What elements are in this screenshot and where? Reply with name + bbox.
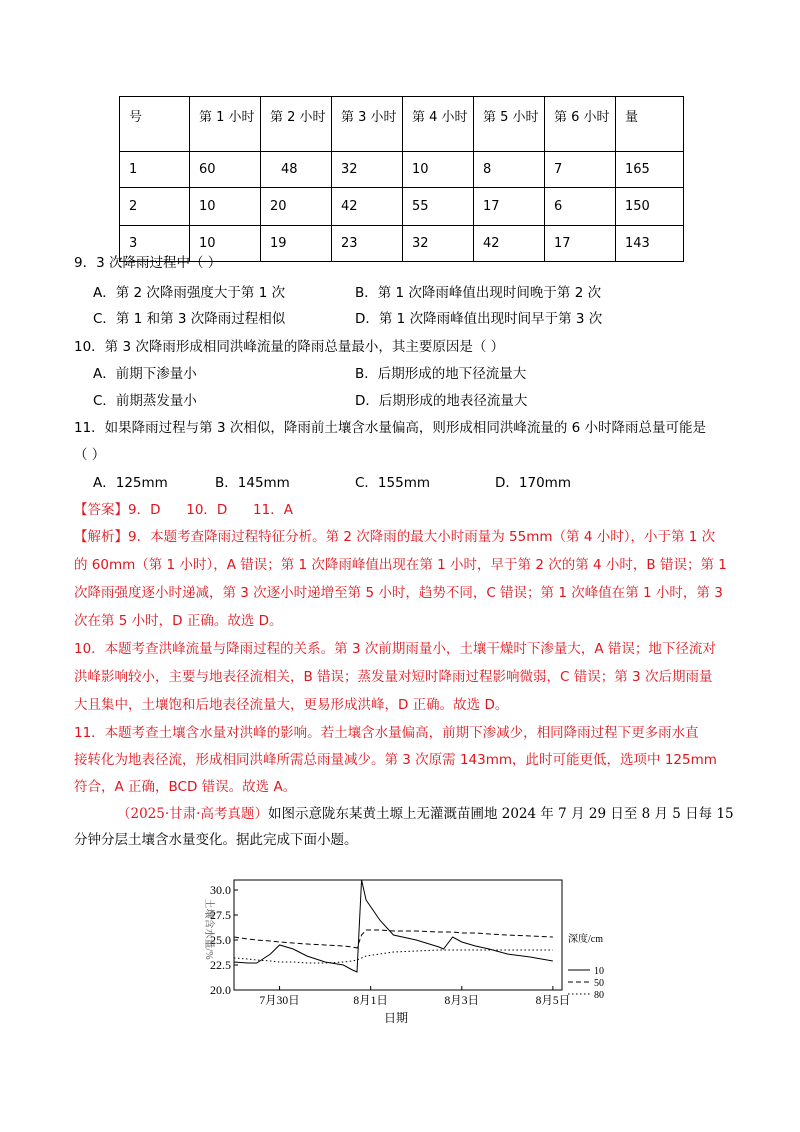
intro-line-1 — [117, 805, 734, 823]
q10-option-c: C．前期蒸发量小 — [93, 393, 197, 409]
table-cell: 17 — [474, 188, 545, 226]
q9-option-b: B．第 1 次降雨峰值出现时间晚于第 2 次 — [355, 285, 602, 301]
analysis-line: 【解析】9．本题考查降雨过程特征分析。第 2 次降雨的最大小时雨量为 55mm（第 4 小时），小于第 1 次 — [74, 529, 716, 545]
table-cell: 165 — [616, 152, 684, 188]
x-tick-label: 8月3日 — [444, 995, 480, 1007]
analysis-line: 次在第 5 小时，D 正确。故选 D。 — [74, 613, 283, 629]
table-cell: 23 — [332, 226, 403, 262]
table-cell: 7 — [545, 152, 616, 188]
intro-line-2: 分钟分层土壤含水量变化。据此完成下面小题。 — [74, 832, 358, 848]
answer-line: 【答案】9．D 10．D 11．A — [74, 502, 293, 518]
table-row — [120, 188, 684, 226]
table-header-cell: 量 — [616, 97, 684, 152]
source-tag: （2025·甘肃·高考真题） — [117, 806, 268, 822]
table-cell: 19 — [261, 226, 332, 262]
analysis-line: 接转化为地表径流，形成相同洪峰所需总雨量减少。第 3 次原需 143mm，此时可能更低，选项中 125mm — [74, 752, 717, 768]
legend-label: 80 — [594, 990, 604, 1001]
table-cell: 32 — [332, 152, 403, 188]
table-header-cell: 第 2 小时 — [261, 97, 332, 152]
table-cell: 17 — [545, 226, 616, 262]
table-cell: 20 — [261, 188, 332, 226]
x-tick-label: 8月5日 — [535, 995, 571, 1007]
table-cell: 42 — [474, 226, 545, 262]
table-header-cell: 第 6 小时 — [545, 97, 616, 152]
table-header-cell: 第 3 小时 — [332, 97, 403, 152]
soil-moisture-chart — [196, 872, 616, 1032]
series-line-10 — [234, 880, 553, 972]
analysis-line: 11．本题考查土壤含水量对洪峰的影响。若土壤含水量偏高，前期下渗减少，相同降雨过程下更多雨水直 — [74, 725, 699, 741]
legend-label: 10 — [594, 966, 604, 977]
y-tick-label: 30.0 — [210, 883, 231, 897]
table-row — [120, 152, 684, 188]
question-11-stem: 11．如果降雨过程与第 3 次相似，降雨前土壤含水量偏高，则形成相同洪峰流量的 6 小时降雨总量可能是 — [74, 420, 707, 436]
question-11-stem-cont: （ ） — [74, 447, 106, 463]
q11-option-a: A．125mm — [93, 475, 168, 491]
x-tick-label: 8月1日 — [353, 995, 388, 1007]
intro-text: 如图示意陇东某黄土塬上无灌溉苗圃地 2024 年 7 月 29 日至 8 月 5 日每 15 — [267, 806, 734, 822]
table-header-cell: 第 1 小时 — [190, 97, 261, 152]
legend-label: 50 — [594, 978, 604, 989]
analysis-line: 10．本题考查洪峰流量与降雨过程的关系。第 3 次前期雨量小，土壤干燥时下渗量大，A 错误；地下径流对 — [74, 641, 716, 657]
x-axis-label: 日期 — [383, 1011, 409, 1025]
table-cell: 48 — [261, 152, 332, 188]
table-header-cell: 第 4 小时 — [403, 97, 474, 152]
table-cell: 150 — [616, 188, 684, 226]
q10-option-a: A．前期下渗量小 — [93, 366, 197, 382]
analysis-line: 次降雨强度逐小时递减，第 3 次逐小时递增至第 5 小时，趋势不同，C 错误；第 1 次峰值在第 1 小时，第 3 — [74, 585, 723, 601]
series-line-80 — [234, 950, 553, 963]
x-tick-label: 7月30日 — [259, 995, 300, 1007]
table-cell: 32 — [403, 226, 474, 262]
q10-option-d: D．后期形成的地表径流量大 — [355, 393, 528, 409]
y-axis-label: 土壤含水量/% — [203, 898, 214, 960]
q9-option-d: D．第 1 次降雨峰值出现时间早于第 3 次 — [355, 311, 603, 327]
analysis-line: 的 60mm（第 1 小时），A 错误；第 1 次降雨峰值出现在第 1 小时，早于第 2 次的第 4 小时，B 错误；第 1 — [74, 557, 727, 573]
q11-option-d: D．170mm — [495, 475, 571, 491]
q9-option-c: C．第 1 和第 3 次降雨过程相似 — [93, 311, 286, 327]
table-cell: 10 — [190, 226, 261, 262]
table-cell: 10 — [190, 188, 261, 226]
question-10-stem: 10．第 3 次降雨形成相同洪峰流量的降雨总量最小，其主要原因是（ ） — [74, 339, 505, 355]
table-header-row — [120, 97, 684, 152]
table-cell: 55 — [403, 188, 474, 226]
table-cell: 60 — [190, 152, 261, 188]
q9-option-a: A．第 2 次降雨强度大于第 1 次 — [93, 285, 286, 301]
table-cell: 42 — [332, 188, 403, 226]
y-tick-label: 20.0 — [210, 983, 231, 997]
rainfall-table — [119, 96, 684, 262]
analysis-line: 大且集中，土壤饱和后地表径流量大，更易形成洪峰，D 正确。故选 D。 — [74, 697, 509, 713]
table-cell: 143 — [616, 226, 684, 262]
y-tick-label: 22.5 — [210, 958, 231, 972]
analysis-line: 符合，A 正确，BCD 错误。故选 A。 — [74, 779, 297, 795]
table-cell: 2 — [120, 188, 190, 226]
question-9-stem: 9．3 次降雨过程中（ ） — [74, 255, 222, 271]
q11-option-b: B．145mm — [215, 475, 290, 491]
table-cell: 3 — [120, 226, 190, 262]
legend-title: 深度/cm — [568, 934, 603, 945]
y-tick-label: 27.5 — [210, 908, 231, 922]
y-tick-label: 25.0 — [210, 933, 231, 947]
table-cell: 6 — [545, 188, 616, 226]
table-header-cell: 第 5 小时 — [474, 97, 545, 152]
q10-option-b: B．后期形成的地下径流量大 — [355, 366, 527, 382]
table-cell: 1 — [120, 152, 190, 188]
table-cell: 8 — [474, 152, 545, 188]
table-header-cell: 号 — [120, 97, 190, 152]
q11-option-c: C．155mm — [355, 475, 430, 491]
table-cell: 10 — [403, 152, 474, 188]
analysis-line: 洪峰影响较小，主要与地表径流相关，B 错误；蒸发量对短时降雨过程影响微弱，C 错误；第 3 次后期雨量 — [74, 669, 713, 685]
